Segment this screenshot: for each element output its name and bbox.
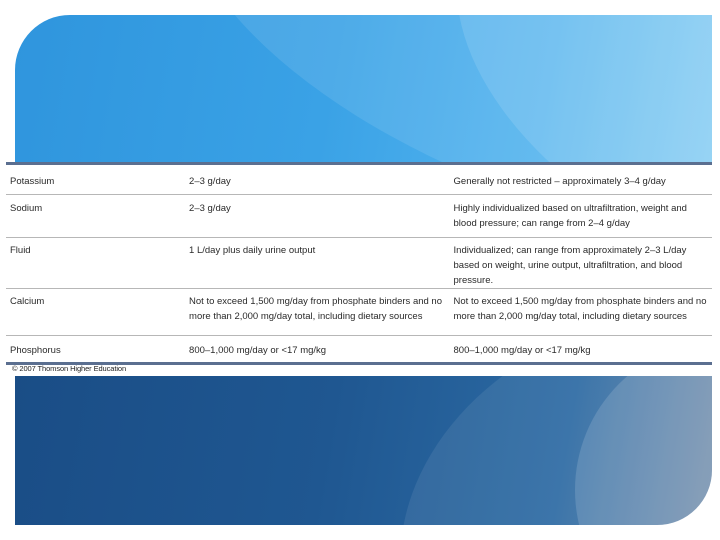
nutrient-table-image (6, 162, 712, 376)
nutrient-cell: Calcium (10, 296, 45, 307)
table-cell: Individualized; can range from approximately 2–3 L/day based on weight, urine output, ultrafiltration, and blood pressure. (453, 245, 687, 286)
table-cell: 1 L/day plus daily urine output (189, 245, 316, 256)
table-cell: Generally not restricted – approximately 3–4 g/day (453, 176, 666, 187)
table-cell: Not to exceed 1,500 mg/day from phosphate binders and no more than 2,000 mg/day total, including dietary sources (453, 296, 707, 322)
table-cell: 2–3 g/day (189, 203, 231, 214)
table-row (6, 336, 712, 364)
table-row (6, 195, 712, 238)
nutrient-cell: Potassium (10, 176, 55, 187)
nutrient-cell: Phosphorus (10, 345, 61, 356)
top-background-panel (15, 15, 712, 175)
copyright-credit: © 2007 Thomson Higher Education (12, 364, 127, 373)
nutrient-cell: Sodium (10, 203, 43, 214)
table-cell: 800–1,000 mg/day or <17 mg/kg (189, 345, 327, 356)
table-row (6, 289, 712, 336)
nutrient-cell: Fluid (10, 245, 31, 256)
table-cell: Not to exceed 1,500 mg/day from phosphate binders and no more than 2,000 mg/day total, including dietary sources (189, 296, 443, 322)
table-row (6, 238, 712, 289)
table-cell: 2–3 g/day (189, 176, 231, 187)
table-cell: Highly individualized based on ultrafiltration, weight and blood pressure; can range from 2–4 g/day (453, 203, 687, 229)
table-cell: 800–1,000 mg/day or <17 mg/kg (453, 345, 591, 356)
nutrient-table (6, 162, 712, 365)
table-row (6, 164, 712, 195)
bottom-background-panel (15, 360, 712, 525)
